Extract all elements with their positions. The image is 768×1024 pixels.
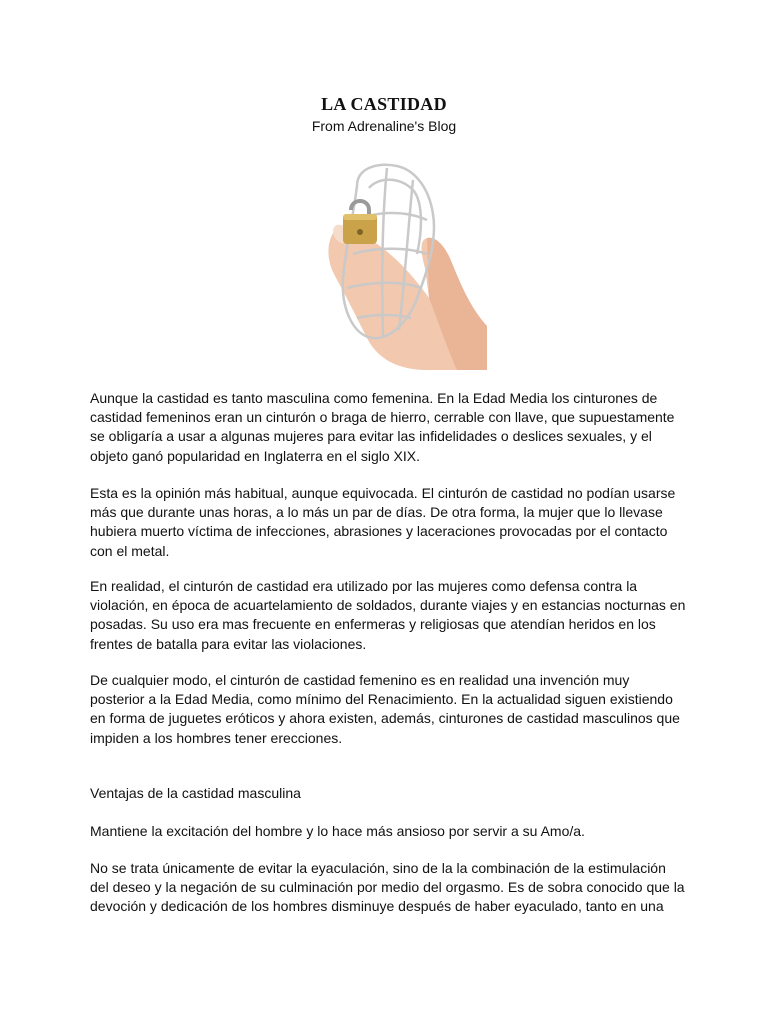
product-photo <box>317 158 487 370</box>
text-line: posterior a la Edad Media, como mínimo del Renacimiento. En la actualidad siguen existiendo <box>90 691 673 708</box>
paragraph <box>90 577 690 654</box>
text-line: castidad femeninos eran un cinturón o braga de hierro, cerrable con llave, que supuestamente <box>90 409 675 426</box>
text-line: impiden a los hombres tener erecciones. <box>90 729 343 746</box>
text-line: del deseo y la negación de su culminación por medio del orgasmo. Es de sobra conocido que la <box>90 879 685 896</box>
text-line: devoción y dedicación de los hombres disminuye después de haber eyaculado, tanto en una <box>90 898 664 915</box>
text-line: se obligaría a usar a algunas mujeres para evitar las infidelidades o deslices sexuales, y el <box>90 428 652 445</box>
text-line: violación, en época de acuartelamiento de soldados, durante viajes y en estancias nocturnas en <box>90 597 686 614</box>
paragraph <box>90 484 690 561</box>
paragraph <box>90 822 690 841</box>
text-line: con el metal. <box>90 542 170 559</box>
text-line: más que durante unas horas, a lo más un par de días. De otra forma, la mujer que lo llevase <box>90 504 663 521</box>
text-line: Esta es la opinión más habitual, aunque equivocada. El cinturón de castidad no podían usarse <box>90 485 676 501</box>
paragraph <box>90 671 690 748</box>
paragraph <box>90 389 690 466</box>
text-line: No se trata únicamente de evitar la eyaculación, sino de la la combinación de la estimulación <box>90 860 666 876</box>
text-line: En realidad, el cinturón de castidad era utilizado por las mujeres como defensa contra la <box>90 578 638 594</box>
text-line: Mantiene la excitación del hombre y lo hace más ansioso por servir a su Amo/a. <box>90 823 585 839</box>
text-line: Ventajas de la castidad masculina <box>90 785 301 801</box>
text-line: frentes de batalla para evitar las violaciones. <box>90 635 367 652</box>
text-line: en forma de juguetes eróticos y ahora existen, además, cinturones de castidad masculinos que <box>90 710 680 727</box>
section-heading <box>90 784 690 803</box>
text-line: hubiera muerto víctima de infecciones, abrasiones y laceraciones provocadas por el contacto <box>90 523 668 540</box>
document-title: LA CASTIDAD <box>321 94 447 114</box>
text-line: Aunque la castidad es tanto masculina como femenina. En la Edad Media los cinturones de <box>90 390 658 406</box>
text-line: De cualquier modo, el cinturón de castidad femenino es en realidad una invención muy <box>90 672 630 688</box>
paragraph <box>90 859 690 917</box>
document-subtitle: From Adrenaline's Blog <box>311 118 457 134</box>
padlock-icon <box>343 201 377 244</box>
text-line: posadas. Su uso era mas frecuente en enfermeras y religiosas que atendían heridos en los <box>90 616 656 633</box>
text-line: objeto ganó popularidad en Inglaterra en el siglo XIX. <box>90 447 421 464</box>
